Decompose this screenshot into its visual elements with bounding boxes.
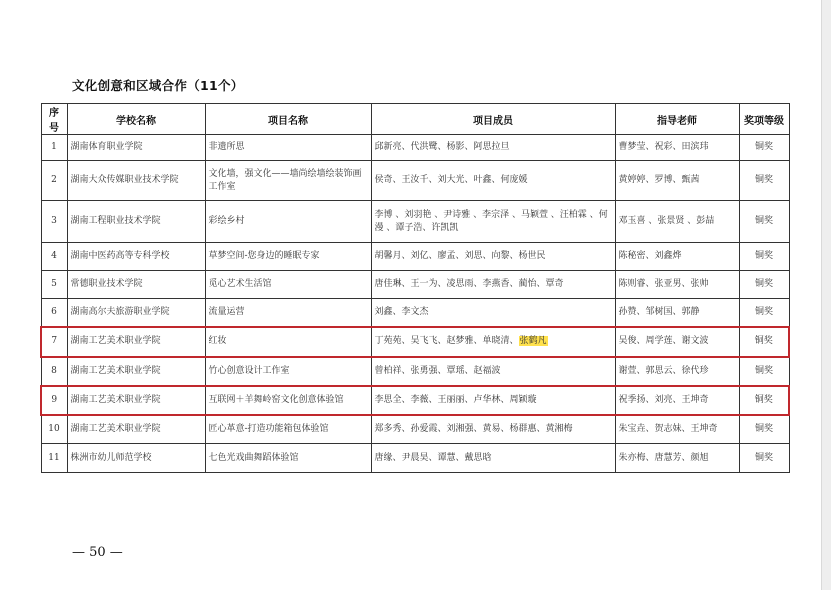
cell-members: 刘鑫、李文杰	[371, 299, 615, 327]
table-row	[41, 444, 789, 473]
cell-award: 铜奖	[739, 201, 789, 243]
cell-award: 铜奖	[739, 444, 789, 473]
cell-project: 匠心革意-打造功能箱包体验馆	[205, 415, 371, 444]
table-row	[41, 135, 789, 161]
cell-teachers: 吴俊、周学莲、谢文波	[615, 327, 739, 357]
cell-no: 7	[41, 327, 67, 357]
header-members: 项目成员	[371, 104, 615, 135]
cell-project: 红妆	[205, 327, 371, 357]
section-title: 文化创意和区域合作（11个）	[72, 78, 244, 93]
cell-award: 铜奖	[739, 243, 789, 271]
table-row	[41, 243, 789, 271]
table-row	[41, 161, 789, 201]
header-project: 项目名称	[205, 104, 371, 135]
cell-award: 铜奖	[739, 327, 789, 357]
cell-project: 竹心创意设计工作室	[205, 357, 371, 386]
cell-no: 1	[41, 135, 67, 161]
cell-teachers: 谢萱、郭思云、徐代珍	[615, 357, 739, 386]
cell-school: 湖南工艺美术职业学院	[67, 357, 205, 386]
cell-no: 9	[41, 386, 67, 415]
cell-project: 文化墙，强文化——墙尚绘墙绘装饰画工作室	[205, 161, 371, 201]
cell-members	[371, 327, 615, 357]
cell-school: 湖南工艺美术职业学院	[67, 386, 205, 415]
cell-no: 10	[41, 415, 67, 444]
table-row-highlighted	[41, 327, 789, 357]
cell-teachers: 孙赞、邹树国、郭静	[615, 299, 739, 327]
cell-members: 唐佳琳、王一为、凌思雨、李燕香、蔺怡、覃奇	[371, 271, 615, 299]
cell-members: 胡馨月、刘亿、廖孟、刘思、向黎、杨世民	[371, 243, 615, 271]
cell-school: 湖南工艺美术职业学院	[67, 415, 205, 444]
cell-award: 铜奖	[739, 415, 789, 444]
page-edge	[821, 0, 831, 590]
cell-members: 侯奇、王汝千、刘大光、叶鑫、何庞媛	[371, 161, 615, 201]
awards-table	[40, 103, 790, 473]
table-row	[41, 357, 789, 386]
cell-no: 5	[41, 271, 67, 299]
header-no: 序号	[41, 104, 67, 135]
table-row	[41, 415, 789, 444]
cell-project: 草梦空间-您身边的睡眠专家	[205, 243, 371, 271]
cell-project: 七色光戏曲舞蹈体验馆	[205, 444, 371, 473]
cell-teachers: 邓玉喜 、张景贤 、彭喆	[615, 201, 739, 243]
cell-members: 李思全、李薇、王丽丽、卢华林、周颖璇	[371, 386, 615, 415]
table-row-highlighted	[41, 386, 789, 415]
cell-school: 湖南中医药高等专科学校	[67, 243, 205, 271]
cell-award: 铜奖	[739, 161, 789, 201]
header-award: 奖项等级	[739, 104, 789, 135]
cell-no: 11	[41, 444, 67, 473]
cell-school: 湖南体育职业学院	[67, 135, 205, 161]
cell-award: 铜奖	[739, 386, 789, 415]
page-number: — 50 —	[72, 545, 123, 560]
cell-school: 常德职业技术学院	[67, 271, 205, 299]
cell-teachers: 祝季扬、刘亮、王坤奇	[615, 386, 739, 415]
cell-members: 唐缘、尹晨昊、谭慧、戴思晗	[371, 444, 615, 473]
cell-no: 4	[41, 243, 67, 271]
cell-members: 李博 、刘羽艳 、尹诗雅 、李宗泽 、马颖萱 、汪柏霖 、何漫 、谭子浩、许凯凯	[371, 201, 615, 243]
highlighted-member-name: 张鹤凡	[519, 336, 547, 346]
cell-no: 8	[41, 357, 67, 386]
cell-award: 铜奖	[739, 271, 789, 299]
cell-no: 6	[41, 299, 67, 327]
cell-teachers: 曹梦莹、祝彩、田滨玮	[615, 135, 739, 161]
table-row	[41, 299, 789, 327]
cell-project: 非遗所思	[205, 135, 371, 161]
header-teachers: 指导老师	[615, 104, 739, 135]
table-header-row	[41, 104, 789, 135]
cell-award: 铜奖	[739, 135, 789, 161]
cell-school: 湖南工程职业技术学院	[67, 201, 205, 243]
cell-members: 邱新亮、代洪鹭、杨影、阿思拉旦	[371, 135, 615, 161]
cell-members: 郑多秀、孙爱霞、刘湘强、黄易、杨群惠、黄湘梅	[371, 415, 615, 444]
members-text: 丁苑苑、吴飞飞、赵梦雅、单晓清、	[374, 336, 519, 346]
header-school: 学校名称	[67, 104, 205, 135]
cell-project: 流量运营	[205, 299, 371, 327]
cell-project: 彩绘乡村	[205, 201, 371, 243]
cell-award: 铜奖	[739, 299, 789, 327]
cell-teachers: 朱亦梅、唐慧芳、颜旭	[615, 444, 739, 473]
cell-project: 觅心艺术生活馆	[205, 271, 371, 299]
cell-project: 互联网＋羊舞岭窑文化创意体验馆	[205, 386, 371, 415]
cell-school: 湖南工艺美术职业学院	[67, 327, 205, 357]
cell-teachers: 陈秘密、刘鑫烨	[615, 243, 739, 271]
table-row	[41, 201, 789, 243]
cell-no: 3	[41, 201, 67, 243]
table-row	[41, 271, 789, 299]
cell-teachers: 黄婷婷、罗博、甄茜	[615, 161, 739, 201]
cell-school: 株洲市幼儿师范学校	[67, 444, 205, 473]
cell-teachers: 陈则睿、张亚男、张帅	[615, 271, 739, 299]
cell-teachers: 朱宝垚、贺志妹、王坤奇	[615, 415, 739, 444]
cell-award: 铜奖	[739, 357, 789, 386]
cell-school: 湖南高尔夫旅游职业学院	[67, 299, 205, 327]
cell-school: 湖南大众传媒职业技术学院	[67, 161, 205, 201]
cell-members: 曾柏祥、张勇强、覃瑶、赵福波	[371, 357, 615, 386]
cell-no: 2	[41, 161, 67, 201]
